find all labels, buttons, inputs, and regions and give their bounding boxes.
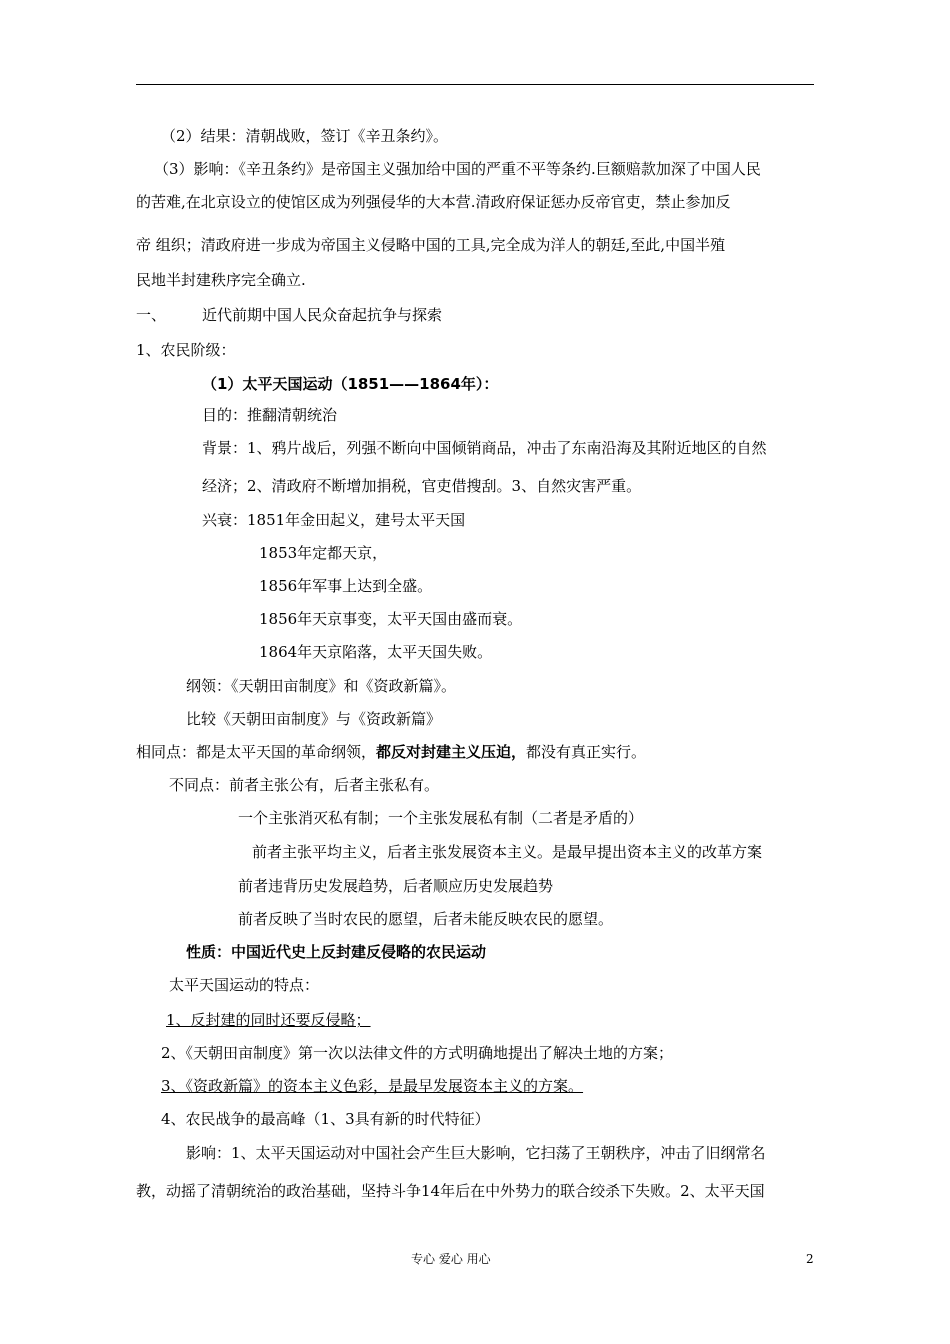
influence-line-2: 教，动摇了清朝统治的政治基础，坚持斗争14年后在中外势力的联合绞杀下失败。2、太平天国 [136, 1182, 765, 1200]
feature-3: 3、《资政新篇》的资本主义色彩，是最早发展资本主义的方案。 [161, 1077, 584, 1095]
rise-fall-line-5: 1864年天京陷落，太平天国失败。 [259, 643, 493, 661]
difference-line-5: 前者反映了当时农民的愿望，后者未能反映农民的愿望。 [238, 910, 614, 928]
subsection-heading: 1、农民阶级： [136, 341, 236, 359]
features-heading: 太平天国运动的特点： [169, 976, 320, 994]
rise-fall-line-1: 兴衰：1851年金田起义，建号太平天国 [202, 511, 466, 529]
similarity-bold: 都反对封建主义压迫， [376, 743, 527, 761]
program-line: 纲领：《天朝田亩制度》和《资政新篇》。 [186, 677, 457, 695]
footer-motto: 专心 爱心 用心 [411, 1252, 491, 1266]
rise-fall-line-4: 1856年天京事变，太平天国由盛而衰。 [259, 610, 523, 628]
nature-line: 性质：中国近代史上反封建反侵略的农民运动 [186, 943, 487, 961]
difference-line-2: 一个主张消灭私有制；一个主张发展私有制（二者是矛盾的） [238, 809, 644, 827]
difference-line-3: 前者主张平均主义，后者主张发展资本主义。是最早提出资本主义的改革方案 [252, 843, 763, 861]
feature-2: 2、《天朝田亩制度》第一次以法律文件的方式明确地提出了解决土地的方案； [161, 1044, 674, 1062]
rise-fall-line-3: 1856年军事上达到全盛。 [259, 577, 433, 595]
influence-line-1: 影响：1、太平天国运动对中国社会产生巨大影响，它扫荡了王朝秩序，冲击了旧纲常名 [186, 1144, 766, 1162]
compare-line: 比较《天朝田亩制度》与《资政新篇》 [186, 710, 442, 728]
result-line: （2）结果：清朝战败，签订《辛丑条约》。 [161, 127, 449, 145]
taiping-heading: （1）太平天国运动（1851——1864年）： [202, 375, 499, 393]
section-number: 一、 [136, 306, 167, 324]
feature-4: 4、农民战争的最高峰（1、3具有新的时代特征） [161, 1110, 490, 1128]
impact-line-1: （3）影响：《辛丑条约》是帝国主义强加给中国的严重不平等条约.巨额赔款加深了中国人民 [154, 160, 761, 178]
goal-line: 目的：推翻清朝统治 [202, 406, 338, 424]
impact-line-3: 帝 组织；清政府进一步成为帝国主义侵略中国的工具,完全成为洋人的朝廷,至此,中国半殖 [136, 236, 726, 254]
feature-1: 1、反封建的同时还要反侵略； [166, 1011, 371, 1029]
difference-line-1: 不同点：前者主张公有，后者主张私有。 [169, 776, 440, 794]
background-line-2: 经济；2、清政府不断增加捐税，官吏借搜刮。3、自然灾害严重。 [202, 477, 642, 495]
section-heading: 近代前期中国人民众奋起抗争与探索 [202, 306, 443, 324]
similarity-part-1: 相同点：都是太平天国的革命纲领， [136, 743, 377, 761]
impact-line-2: 的苦难,在北京设立的使馆区成为列强侵华的大本营.清政府保证惩办反帝官吏，禁止参加反 [136, 193, 731, 211]
similarity-line [136, 742, 646, 762]
impact-line-4: 民地半封建秩序完全确立. [136, 271, 306, 289]
page-number: 2 [806, 1252, 814, 1266]
similarity-part-2: 都没有真正实行。 [526, 743, 647, 761]
difference-line-4: 前者违背历史发展趋势，后者顺应历史发展趋势 [238, 877, 554, 895]
rise-fall-line-2: 1853年定都天京， [259, 544, 388, 562]
background-line-1: 背景：1、鸦片战后，列强不断向中国倾销商品，冲击了东南沿海及其附近地区的自然 [202, 439, 767, 457]
header-rule [136, 84, 814, 85]
